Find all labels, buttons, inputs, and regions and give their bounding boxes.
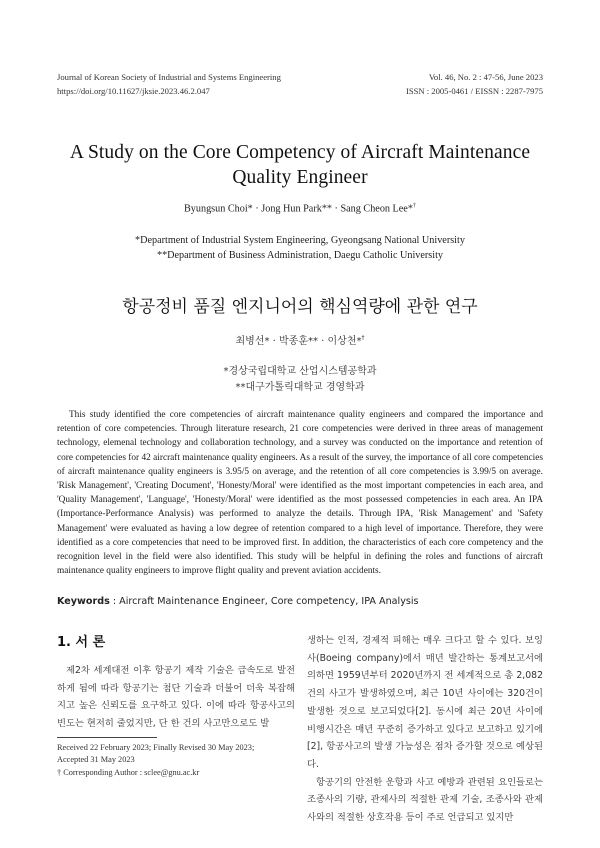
accepted-date: Accepted 31 May 2023	[57, 755, 135, 764]
korean-title: 항공정비 품질 엔지니어의 핵심역량에 관한 연구	[122, 297, 478, 317]
abstract: This study identified the core competencies of aircraft maintenance quality engineers and compared the importance and retention of core competencies. Through literature research, 21 core competencies were derived in three areas of management technology, elemenal technology and collaboration technology, and a survey was conducted on the importance and retention of core competencies for 42 aircraft maintenance quality engineers. As a result of the survey, the importance of all core competencies of aircraft maintenance quality engineers is 3.95/5 on average, and the retention of all core competencies is 3.99/5 on average. 'Risk Management', 'Creating Document', 'Honesty/Moral' were identified as the most important competencies in each area, and 'Quality Management', 'Language', 'Honesty/Moral' were identified as the most possessed competencies in each area. An IPA (Importance-Performance Analysis) was performed to analyze the details. Through IPA, 'Risk Management' and 'Safety Management' were evaluated as having a low degree of retention compared to a high level of importance. Therefore, they were identified as a core competencies that need to be improved first. In addition, the characteristics of each core competency and the recognition level in the field were also identified. This study will be helpful in defining the roles and functions of aircraft maintenance quality engineers to improve flight quality and prevent aviation accidents.	[57, 410, 543, 577]
affiliation-1: *Department of Industrial System Engineering, Gyeongsang National University	[135, 235, 465, 246]
issn-info: ISSN : 2005-0461 / EISSN : 2287-7975	[405, 86, 543, 96]
author-list	[40, 203, 560, 214]
intro-paragraph-left: 제2차 세계대전 이후 항공기 제작 기술은 급속도로 발전하게 됨에 따라 항공기는 첨단 기술과 더불어 더욱 복잡해지고 높은 신뢰도를 요구하고 있다. 이에 따라 항공사고의 빈도는 현저히 줄었지만, 단 한 건의 사고만으로도 발	[57, 665, 295, 730]
keywords-line	[57, 596, 543, 607]
korean-author-names: 최병선* · 박종훈** · 이상천*	[235, 336, 362, 347]
korean-affiliation-1: *경상국립대학교 산업시스템공학과	[223, 366, 377, 377]
author-names: Byungsun Choi* · Jong Hun Park** · Sang Cheon Lee*	[184, 203, 413, 215]
korean-corresponding-mark: †	[361, 334, 365, 342]
keywords-text: Aircraft Maintenance Engineer, Core competency, IPA Analysis	[119, 596, 419, 607]
keywords-separator: :	[109, 596, 120, 607]
corresponding-author-text: Corresponding Author : sclee@gnu.ac.kr	[63, 768, 200, 777]
korean-author-list	[40, 332, 560, 347]
paper-title-line-1: A Study on the Core Competency of Aircraft Maintenance	[69, 142, 531, 163]
footnote-divider	[57, 737, 157, 738]
intro-paragraph-right-1: 생하는 인적, 경제적 피해는 매우 크다고 할 수 있다. 보잉사(Boeing company)에서 매년 발간하는 통계보고서에 의하면 1959년부터 2020년까지 전 세계적으로 총 2,082건의 사고가 발생하였으며, 최근 10년 사이에는 320건이 발생한 것으로 보고되었다[2]. 동시에 최근 20년 사이에 비행시간은 매년 꾸준히 증가하고 있다고 보고하고 있기에[2], 항공사고의 발생 가능성은 점차 증가할 것으로 예상된다.	[307, 635, 543, 770]
dagger-mark: †	[57, 768, 62, 777]
volume-info: Vol. 46, No. 2 : 47-56, June 2023	[428, 72, 543, 82]
doi-link[interactable]: https://doi.org/10.11627/jksie.2023.46.2.047	[57, 86, 210, 96]
section-heading: 1. 서 론	[57, 635, 106, 650]
corresponding-mark: †	[412, 203, 416, 209]
corresponding-author	[57, 767, 297, 779]
paper-title	[40, 140, 560, 190]
right-column	[307, 632, 543, 827]
affiliation-2: **Department of Business Administration, Daegu Catholic University	[156, 250, 444, 261]
keywords-label: Keywords	[57, 596, 110, 607]
received-dates: Received 22 February 2023; Finally Revised 30 May 2023;	[57, 743, 255, 752]
journal-name: Journal of Korean Society of Industrial and Systems Engineering	[57, 72, 281, 82]
paper-title-line-2: Quality Engineer	[232, 167, 368, 188]
korean-affiliation-2: **대구가톨릭대학교 경영학과	[235, 382, 365, 393]
intro-paragraph-right-2: 항공기의 안전한 운항과 사고 예방과 관련된 요인들로는 조종사의 기량, 관제사의 적절한 관제 기술, 조종사와 관제사와의 적절한 상호작용 등이 주로 언급되고 있지만	[307, 776, 543, 824]
